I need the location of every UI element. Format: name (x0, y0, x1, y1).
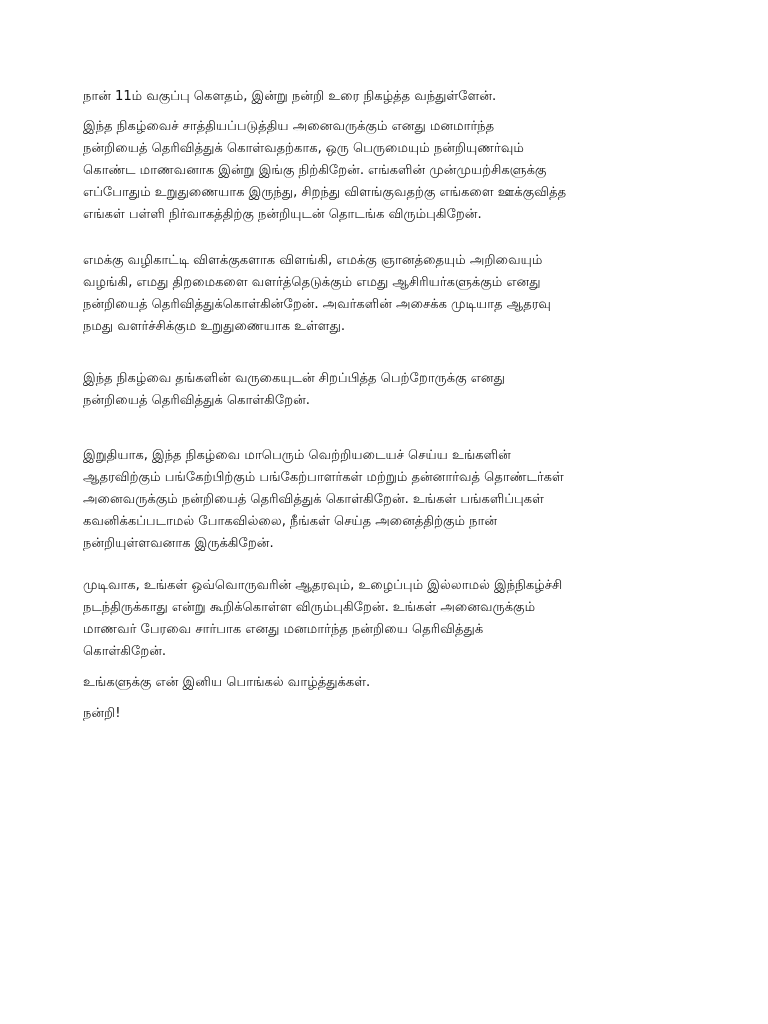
paragraph-line: கவனிக்கப்படாமல் போகவில்லை, நீங்கள் செய்த அனைத்திற்கும் நான் (83, 514, 498, 529)
paragraph-line: நன்றி! (83, 706, 121, 721)
paragraph-line: எங்கள் பள்ளி நிர்வாகத்திற்கு நன்றியுடன் தொடங்க விரும்புகிறேன். (83, 207, 482, 222)
paragraph-line: நடந்திருக்காது என்று கூறிக்கொள்ள விரும்புகிறேன். உங்கள் அனைவருக்கும் (83, 600, 536, 615)
paragraph-line: ஆதரவிற்கும் பங்கேற்பிற்கும் பங்கேற்பாளர்கள் மற்றும் தன்னார்வத் தொண்டர்கள் (83, 470, 564, 485)
paragraph-thanks-school (83, 116, 703, 226)
paragraph-thanks-parents (83, 368, 703, 412)
paragraph-line: மாணவர் பேரவை சார்பாக எனது மனமார்ந்த நன்றியை தெரிவித்துக் (83, 622, 484, 637)
paragraph-line: நன்றியைத் தெரிவித்துக்கொள்கின்றேன். அவர்களின் அசைக்க முடியாத ஆதரவு (83, 297, 551, 312)
paragraph-line: எமக்கு வழிகாட்டி விளக்குகளாக விளங்கி, எமக்கு ஞானத்தையும் அறிவையும் (83, 253, 543, 268)
paragraph-line: நன்றியுள்ளவனாக இருக்கிறேன். (83, 536, 274, 551)
paragraph-line: கொள்கிறேன். (83, 644, 167, 659)
paragraph-line: இந்த நிகழ்வைச் சாத்தியப்படுத்திய அனைவருக்கும் எனது மனமார்ந்த (83, 119, 495, 134)
paragraph-line: நமது வளர்ச்சிக்கும உறுதுணையாக உள்ளது. (83, 319, 346, 334)
paragraph-conclusion (83, 575, 703, 663)
paragraph-line: நன்றியைத் தெரிவித்துக் கொள்கிறேன். (83, 393, 310, 408)
paragraph-line: இறுதியாக, இந்த நிகழ்வை மாபெரும் வெற்றியடையச் செய்ய உங்களின் (83, 448, 511, 463)
paragraph-pongal-greeting (83, 672, 703, 694)
paragraph-line: அனைவருக்கும் நன்றியைத் தெரிவித்துக் கொள்கிறேன். உங்கள் பங்களிப்புகள் (83, 492, 544, 507)
paragraph-line: உங்களுக்கு என் இனிய பொங்கல் வாழ்த்துக்கள். (83, 675, 371, 690)
paragraph-line: எப்போதும் உறுதுணையாக இருந்து, சிறந்து விளங்குவதற்கு எங்களை ஊக்குவித்த (83, 185, 567, 200)
paragraph-introduction (83, 86, 703, 108)
paragraph-closing-thanks (83, 703, 703, 725)
paragraph-thanks-volunteers (83, 445, 703, 555)
paragraph-thanks-teachers (83, 250, 703, 338)
paragraph-line: இந்த நிகழ்வை தங்களின் வருகையுடன் சிறப்பித்த பெற்றோருக்கு எனது (83, 371, 505, 386)
paragraph-line: கொண்ட மாணவனாக இன்று இங்கு நிற்கிறேன். எங்களின் முன்முயற்சிகளுக்கு (83, 163, 547, 178)
paragraph-line: நான் 11ம் வகுப்பு கௌதம், இன்று நன்றி உரை நிகழ்த்த வந்துள்ளேன். (83, 89, 497, 104)
paragraph-line: வழங்கி, எமது திறமைகளை வளர்த்தெடுக்கும் எமது ஆசிரியர்களுக்கும் எனது (83, 275, 541, 290)
paragraph-line: நன்றியைத் தெரிவித்துக் கொள்வதற்காக, ஒரு பெருமையும் நன்றியுணர்வும் (83, 141, 524, 156)
paragraph-line: முடிவாக, உங்கள் ஒவ்வொருவரின் ஆதரவும், உழைப்பும் இல்லாமல் இந்நிகழ்ச்சி (83, 578, 563, 593)
